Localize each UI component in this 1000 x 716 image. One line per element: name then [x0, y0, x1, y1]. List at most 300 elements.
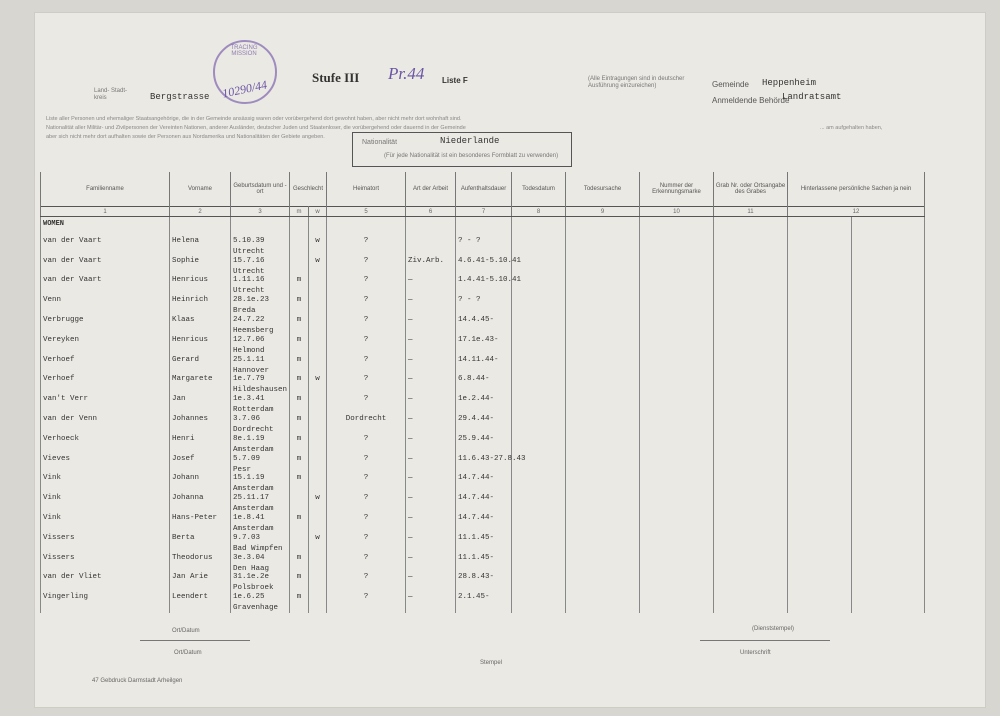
birth-place: Gravenhage [233, 604, 279, 613]
work-cell: Ziv.Arb. [406, 257, 456, 277]
death-cause-cell [566, 237, 640, 257]
birth-date: 9.7.03 [233, 533, 261, 542]
tag-cell [640, 336, 714, 356]
tag-cell [640, 455, 714, 475]
tag-cell [640, 316, 714, 336]
work-cell: — [406, 494, 456, 514]
landkreis-value: Bergstrasse [150, 92, 210, 102]
belongings-yes-cell [788, 554, 852, 574]
death-date-cell [512, 356, 566, 376]
belongings-yes-cell [788, 593, 852, 613]
sex-w-cell [309, 296, 327, 316]
sex-m-cell: m [290, 593, 309, 613]
death-date-cell [512, 375, 566, 395]
sex-m-cell [290, 237, 309, 257]
firstname-cell: Gerard [170, 356, 231, 376]
birth-cell [231, 474, 290, 494]
birth-cell [231, 257, 290, 277]
death-cause-cell [566, 336, 640, 356]
table-row [41, 573, 925, 593]
stay-cell: 14.11.44- [456, 356, 512, 376]
work-cell: — [406, 316, 456, 336]
death-date-cell [512, 593, 566, 613]
birth-date: 25.1.11 [233, 355, 265, 364]
birth-cell [231, 336, 290, 356]
landkreis-label: Land- Stadt- kreis [94, 88, 128, 102]
table-row [41, 435, 925, 455]
death-cause-cell [566, 455, 640, 475]
home-cell: ? [327, 593, 406, 613]
belongings-yes-cell [788, 514, 852, 534]
firstname-cell: Berta [170, 534, 231, 554]
birth-place: Dordrecht [233, 425, 274, 434]
col-header-home: Heimatort [327, 172, 406, 207]
table-row [41, 316, 925, 336]
col-num: 1 [41, 207, 170, 217]
tag-cell [640, 415, 714, 435]
ort-datum-label: Ort/Datum [172, 628, 200, 634]
firstname-cell: Hans-Peter [170, 514, 231, 534]
sex-m-cell [290, 494, 309, 514]
belongings-yes-cell [788, 534, 852, 554]
stamp-number: 10290/44 [220, 77, 269, 101]
unterschrift-label: Unterschrift [740, 650, 771, 656]
col-num: 3 [231, 207, 290, 217]
firstname-cell: Heinrich [170, 296, 231, 316]
sex-w-cell [309, 593, 327, 613]
home-cell: ? [327, 375, 406, 395]
belongings-no-cell [852, 296, 925, 316]
death-date-cell [512, 514, 566, 534]
stay-cell: ? - ? [456, 296, 512, 316]
death-cause-cell [566, 276, 640, 296]
grave-cell [714, 276, 788, 296]
signature-line [700, 640, 830, 641]
firstname-cell: Klaas [170, 316, 231, 336]
surname-cell: van der Vliet [41, 573, 170, 593]
surname-cell: Venn [41, 296, 170, 316]
stay-cell: 11.1.45- [456, 534, 512, 554]
work-cell: — [406, 435, 456, 455]
stay-cell: 14.4.45- [456, 316, 512, 336]
behoerde-value: Landratsamt [782, 92, 842, 102]
behoerde-label: Anmeldende Behörde [712, 96, 790, 105]
death-cause-cell [566, 296, 640, 316]
death-cause-cell [566, 415, 640, 435]
home-cell: ? [327, 276, 406, 296]
death-cause-cell [566, 257, 640, 277]
grave-cell [714, 237, 788, 257]
sex-m-cell: m [290, 296, 309, 316]
stay-cell: 14.7.44- [456, 494, 512, 514]
sex-w-cell [309, 554, 327, 574]
surname-cell: van der Vaart [41, 237, 170, 257]
table-row [41, 336, 925, 356]
birth-cell [231, 296, 290, 316]
sex-m-cell: m [290, 554, 309, 574]
death-cause-cell [566, 375, 640, 395]
sex-w-cell [309, 455, 327, 475]
surname-cell: Vissers [41, 554, 170, 574]
home-cell: ? [327, 296, 406, 316]
home-cell: ? [327, 474, 406, 494]
birth-cell [231, 356, 290, 376]
table-row [41, 276, 925, 296]
death-cause-cell [566, 593, 640, 613]
stay-cell: 11.6.43-27.8.43 [456, 455, 512, 475]
tag-cell [640, 395, 714, 415]
col-num: 11 [714, 207, 788, 217]
home-cell: ? [327, 316, 406, 336]
sex-m-cell: m [290, 514, 309, 534]
stay-cell: 6.8.44- [456, 375, 512, 395]
tag-cell [640, 356, 714, 376]
surname-cell: van der Vaart [41, 276, 170, 296]
work-cell: — [406, 573, 456, 593]
sex-w-cell [309, 435, 327, 455]
grave-cell [714, 257, 788, 277]
col-header-stay: Aufenthaltsdauer [456, 172, 512, 207]
stufe-title: Stufe III [312, 70, 360, 85]
col-header-belongings: Hinterlassene persönliche Sachen ja nein [788, 172, 925, 207]
birth-date: 15.7.16 [233, 256, 265, 265]
firstname-cell: Henri [170, 435, 231, 455]
sex-m-cell: m [290, 573, 309, 593]
col-num: 5 [327, 207, 406, 217]
surname-cell: Vink [41, 474, 170, 494]
grave-cell [714, 375, 788, 395]
col-header-firstname: Vorname [170, 172, 231, 207]
work-cell [406, 237, 456, 257]
birth-date: 24.7.22 [233, 315, 265, 324]
firstname-cell: Henricus [170, 276, 231, 296]
dienststempel-label: (Dienststempel) [752, 626, 795, 632]
home-cell: ? [327, 494, 406, 514]
surname-cell: Vieves [41, 455, 170, 475]
birth-date: 8e.1.19 [233, 434, 265, 443]
birth-place: Polsbroek [233, 584, 274, 593]
stay-cell: 1.4.41-5.10.41 [456, 276, 512, 296]
col-num: 8 [512, 207, 566, 217]
death-date-cell [512, 554, 566, 574]
work-cell: — [406, 415, 456, 435]
birth-date: 25.11.17 [233, 494, 270, 503]
grave-cell [714, 534, 788, 554]
death-date-cell [512, 534, 566, 554]
death-date-cell [512, 474, 566, 494]
tag-cell [640, 296, 714, 316]
birth-place: Utrecht [233, 247, 265, 256]
work-cell: — [406, 356, 456, 376]
birth-cell [231, 237, 290, 257]
home-cell: ? [327, 395, 406, 415]
sex-w-cell: w [309, 534, 327, 554]
death-date-cell [512, 395, 566, 415]
firstname-cell: Helena [170, 237, 231, 257]
birth-cell [231, 435, 290, 455]
belongings-no-cell [852, 593, 925, 613]
birth-date: 3e.3.04 [233, 553, 265, 562]
death-cause-cell [566, 356, 640, 376]
table-row [41, 534, 925, 554]
tag-cell [640, 375, 714, 395]
firstname-cell: Leendert [170, 593, 231, 613]
belongings-no-cell [852, 534, 925, 554]
tag-cell [640, 593, 714, 613]
grave-cell [714, 356, 788, 376]
stamp-text: TRACING MISSION [230, 45, 258, 57]
work-cell: — [406, 554, 456, 574]
sex-w-cell [309, 573, 327, 593]
death-cause-cell [566, 573, 640, 593]
home-cell: ? [327, 435, 406, 455]
belongings-no-cell [852, 474, 925, 494]
register-table [40, 172, 925, 613]
firstname-cell: Jan Arie [170, 573, 231, 593]
tag-cell [640, 573, 714, 593]
belongings-no-cell [852, 237, 925, 257]
nationality-value: Niederlande [440, 136, 500, 146]
home-cell: ? [327, 534, 406, 554]
birth-place: Utrecht [233, 287, 265, 296]
grave-cell [714, 415, 788, 435]
gemeinde-value: Heppenheim [762, 78, 817, 88]
birth-cell [231, 395, 290, 415]
tag-cell [640, 474, 714, 494]
death-cause-cell [566, 395, 640, 415]
birth-place: Den Haag [233, 564, 270, 573]
sex-w-cell [309, 356, 327, 376]
intro-line-3: aber sich nicht mehr dort aufhalten sowie der Personen aus Nordamerika und Nationalitäten der Gebiete angeben. [46, 134, 325, 140]
death-date-cell [512, 336, 566, 356]
surname-cell: van der Venn [41, 415, 170, 435]
birth-cell [231, 593, 290, 613]
birth-place: Hannover [233, 366, 270, 375]
handwritten-number: Pr.44 [388, 64, 425, 83]
belongings-no-cell [852, 257, 925, 277]
sex-m-cell: m [290, 356, 309, 376]
sex-m-cell: m [290, 276, 309, 296]
firstname-cell: Margarete [170, 375, 231, 395]
death-date-cell [512, 316, 566, 336]
col-header-tag-number: Nummer der Erkennungsmarke [640, 172, 714, 207]
belongings-yes-cell [788, 296, 852, 316]
birth-cell [231, 316, 290, 336]
grave-cell [714, 316, 788, 336]
grave-cell [714, 573, 788, 593]
belongings-yes-cell [788, 395, 852, 415]
birth-cell [231, 375, 290, 395]
firstname-cell: Josef [170, 455, 231, 475]
sex-m-cell: m [290, 455, 309, 475]
stempel-label: Stempel [480, 660, 503, 666]
belongings-yes-cell [788, 415, 852, 435]
work-cell: — [406, 395, 456, 415]
belongings-no-cell [852, 316, 925, 336]
belongings-no-cell [852, 573, 925, 593]
nationality-note: (Für jede Nationalität ist ein besonderes Formblatt zu verwenden) [384, 153, 559, 159]
home-cell: ? [327, 237, 406, 257]
sex-m-cell: m [290, 435, 309, 455]
grave-cell [714, 336, 788, 356]
surname-cell: van't Verr [41, 395, 170, 415]
belongings-yes-cell [788, 455, 852, 475]
col-sub-w: w [309, 207, 327, 217]
birth-place: Bad Wimpfen [233, 544, 283, 553]
death-cause-cell [566, 554, 640, 574]
sex-w-cell [309, 276, 327, 296]
sex-m-cell: m [290, 336, 309, 356]
stay-cell: 14.7.44- [456, 474, 512, 494]
stay-cell: 28.8.43- [456, 573, 512, 593]
death-date-cell [512, 276, 566, 296]
birth-place: Amsterdam [233, 445, 274, 454]
surname-cell: Vereyken [41, 336, 170, 356]
col-num: 7 [456, 207, 512, 217]
death-date-cell [512, 494, 566, 514]
col-num: 12 [788, 207, 925, 217]
table-row [41, 474, 925, 494]
birth-date: 31.1e.2e [233, 573, 270, 582]
stay-cell: 17.1e.43- [456, 336, 512, 356]
surname-cell: Vink [41, 494, 170, 514]
sex-w-cell: w [309, 375, 327, 395]
work-cell: — [406, 276, 456, 296]
belongings-no-cell [852, 435, 925, 455]
gemeinde-label: Gemeinde [712, 80, 749, 89]
belongings-yes-cell [788, 257, 852, 277]
stay-cell: 14.7.44- [456, 514, 512, 534]
grave-cell [714, 593, 788, 613]
intro-line-1: Liste aller Personen und ehemaliger Staatsangehörige, die in der Gemeinde ansässig waren oder vorübergehend dort gewohnt haben, aber nicht mehr dort wohnhaft sind. [46, 116, 462, 122]
firstname-cell: Sophie [170, 257, 231, 277]
table-row [41, 455, 925, 475]
tag-cell [640, 257, 714, 277]
firstname-cell: Johanna [170, 494, 231, 514]
birth-cell [231, 276, 290, 296]
table-row [41, 514, 925, 534]
birth-cell [231, 415, 290, 435]
surname-cell: Vissers [41, 534, 170, 554]
stay-cell: 2.1.45- [456, 593, 512, 613]
death-date-cell [512, 257, 566, 277]
column-number-row [41, 207, 925, 217]
ort-line [140, 640, 250, 641]
stay-cell: 29.4.44- [456, 415, 512, 435]
birth-date: 1.11.16 [233, 276, 265, 285]
sex-m-cell: m [290, 375, 309, 395]
tag-cell [640, 514, 714, 534]
tag-cell [640, 435, 714, 455]
birth-place: Rotterdam [233, 406, 274, 415]
birth-place: Hildeshausen [233, 386, 288, 395]
table-row [41, 395, 925, 415]
work-cell: — [406, 534, 456, 554]
birth-date: 1e.6.25 [233, 593, 265, 602]
birth-date: 1e.3.41 [233, 395, 265, 404]
grave-cell [714, 435, 788, 455]
death-cause-cell [566, 534, 640, 554]
surname-cell: Verhoeck [41, 435, 170, 455]
belongings-yes-cell [788, 573, 852, 593]
work-cell: — [406, 375, 456, 395]
birth-place: Amsterdam [233, 485, 274, 494]
sex-w-cell [309, 514, 327, 534]
belongings-yes-cell [788, 276, 852, 296]
home-cell: ? [327, 257, 406, 277]
work-cell: — [406, 455, 456, 475]
work-cell: — [406, 474, 456, 494]
table-row [41, 356, 925, 376]
col-num: 2 [170, 207, 231, 217]
firstname-cell: Johann [170, 474, 231, 494]
sex-m-cell: m [290, 415, 309, 435]
belongings-no-cell [852, 375, 925, 395]
home-cell: Dordrecht [327, 415, 406, 435]
surname-cell: Verbrugge [41, 316, 170, 336]
intro-line-2b: ... am aufgehalten haben, [820, 125, 883, 131]
firstname-cell: Henricus [170, 336, 231, 356]
tag-cell [640, 554, 714, 574]
death-date-cell [512, 296, 566, 316]
intro-line-2: Nationalität aller Militär- und Zivilpersonen der Vereinten Nationen, anderer Ausländer, deutscher Juden und Staatenloser, die vorübergehend oder dauernd in der Gemeinde [46, 125, 466, 131]
table-row [41, 375, 925, 395]
grave-cell [714, 474, 788, 494]
col-header-work: Art der Arbeit [406, 172, 456, 207]
work-cell: — [406, 296, 456, 316]
birth-date: 5.7.09 [233, 454, 261, 463]
stay-cell: 4.6.41-5.10.41 [456, 257, 512, 277]
home-cell: ? [327, 514, 406, 534]
tag-cell [640, 534, 714, 554]
column-header-row [41, 172, 925, 207]
section-label: WOMEN [41, 217, 170, 237]
birth-date: 3.7.06 [233, 414, 261, 423]
grave-cell [714, 395, 788, 415]
belongings-yes-cell [788, 356, 852, 376]
birth-cell [231, 573, 290, 593]
table-row [41, 296, 925, 316]
col-sub-m: m [290, 207, 309, 217]
home-cell: ? [327, 573, 406, 593]
home-cell: ? [327, 356, 406, 376]
belongings-yes-cell [788, 494, 852, 514]
belongings-yes-cell [788, 435, 852, 455]
section-row [41, 217, 925, 237]
sex-w-cell: w [309, 237, 327, 257]
stay-cell: 1e.2.44- [456, 395, 512, 415]
grave-cell [714, 554, 788, 574]
table-row [41, 257, 925, 277]
belongings-yes-cell [788, 474, 852, 494]
sex-w-cell [309, 474, 327, 494]
belongings-no-cell [852, 395, 925, 415]
work-cell: — [406, 336, 456, 356]
belongings-no-cell [852, 276, 925, 296]
death-cause-cell [566, 474, 640, 494]
firstname-cell: Theodorus [170, 554, 231, 574]
surname-cell: Verhoef [41, 375, 170, 395]
stay-cell: 11.1.45- [456, 554, 512, 574]
sex-m-cell [290, 257, 309, 277]
col-header-birth: Geburtsdatum und -ort [231, 172, 290, 207]
home-cell: ? [327, 336, 406, 356]
birth-place: Breda [233, 307, 256, 316]
grave-cell [714, 494, 788, 514]
belongings-no-cell [852, 415, 925, 435]
birth-cell [231, 455, 290, 475]
table-row [41, 237, 925, 257]
